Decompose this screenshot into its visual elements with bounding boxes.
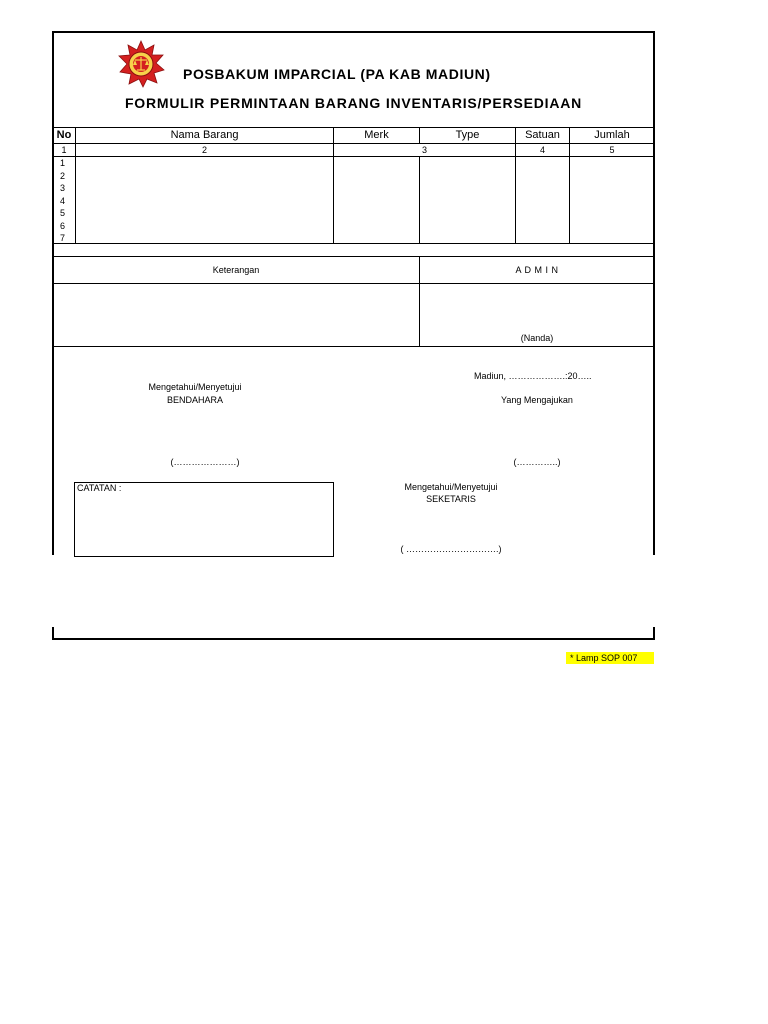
- table-row: 6: [60, 220, 66, 231]
- org-title: POSBAKUM IMPARCIAL (PA KAB MADIUN): [183, 66, 491, 82]
- left-signature-name: (…………………): [170, 457, 240, 467]
- table-number-line: [53, 156, 654, 157]
- info-top-line: [53, 256, 654, 257]
- col-header-no: No: [56, 129, 72, 141]
- col-number-2: 2: [201, 145, 207, 155]
- right-role-label: Yang Mengajukan: [501, 395, 573, 405]
- bottom-signature-name: ( ………………………….): [400, 544, 502, 554]
- col-divider-merk-body: [419, 156, 420, 243]
- table-row: 7: [60, 233, 66, 243]
- col-header-jumlah: Jumlah: [594, 129, 630, 141]
- bottom-role-label: SEKETARIS: [426, 494, 476, 504]
- bottom-approve-label: Mengetahui/Menyetujui: [404, 482, 498, 492]
- frame-top: [52, 31, 655, 33]
- admin-name: (Nanda): [520, 333, 554, 343]
- col-header-satuan: Satuan: [525, 129, 560, 141]
- table-row: 2: [60, 170, 66, 181]
- table-row: 3: [60, 183, 66, 193]
- col-header-type: Type: [455, 129, 480, 141]
- place-date: Madiun, ……………….:20…..: [474, 371, 592, 381]
- table-header-line: [53, 143, 654, 144]
- right-signature-name: (…………..): [513, 457, 561, 467]
- lamp-sop-badge: [566, 652, 654, 664]
- col-header-merk: Merk: [364, 129, 389, 141]
- frame-bottom: [52, 638, 655, 640]
- info-bottom-line: [53, 346, 654, 347]
- frame-right-tick: [653, 627, 655, 640]
- frame-right: [653, 31, 655, 555]
- table-row: 4: [60, 195, 66, 206]
- table-bottom-line: [53, 243, 654, 244]
- lamp-sop-text: * Lamp SOP 007: [570, 653, 638, 663]
- table-row: 1: [60, 158, 66, 168]
- info-header-line: [53, 283, 654, 284]
- left-approve-label: Mengetahui/Menyetujui: [148, 382, 242, 392]
- left-role-label: BENDAHARA: [166, 395, 223, 405]
- col-number-4: 4: [539, 145, 545, 155]
- col-number-1: 1: [61, 145, 67, 155]
- form-title: FORMULIR PERMINTAAN BARANG INVENTARIS/PERSEDIAAN: [124, 95, 583, 111]
- table-top-line: [53, 127, 654, 128]
- frame-left-tick: [52, 627, 54, 640]
- col-number-5: 5: [609, 145, 615, 155]
- col-number-3: 3: [421, 145, 427, 155]
- keterangan-label: Keterangan: [212, 265, 260, 275]
- col-header-nama-barang: Nama Barang: [170, 129, 239, 141]
- catatan-box[interactable]: [74, 482, 334, 557]
- table-row: 5: [60, 208, 66, 218]
- court-seal-logo-icon: [117, 40, 165, 88]
- catatan-label: CATATAN :: [77, 483, 122, 493]
- admin-label: A D M I N: [515, 265, 559, 275]
